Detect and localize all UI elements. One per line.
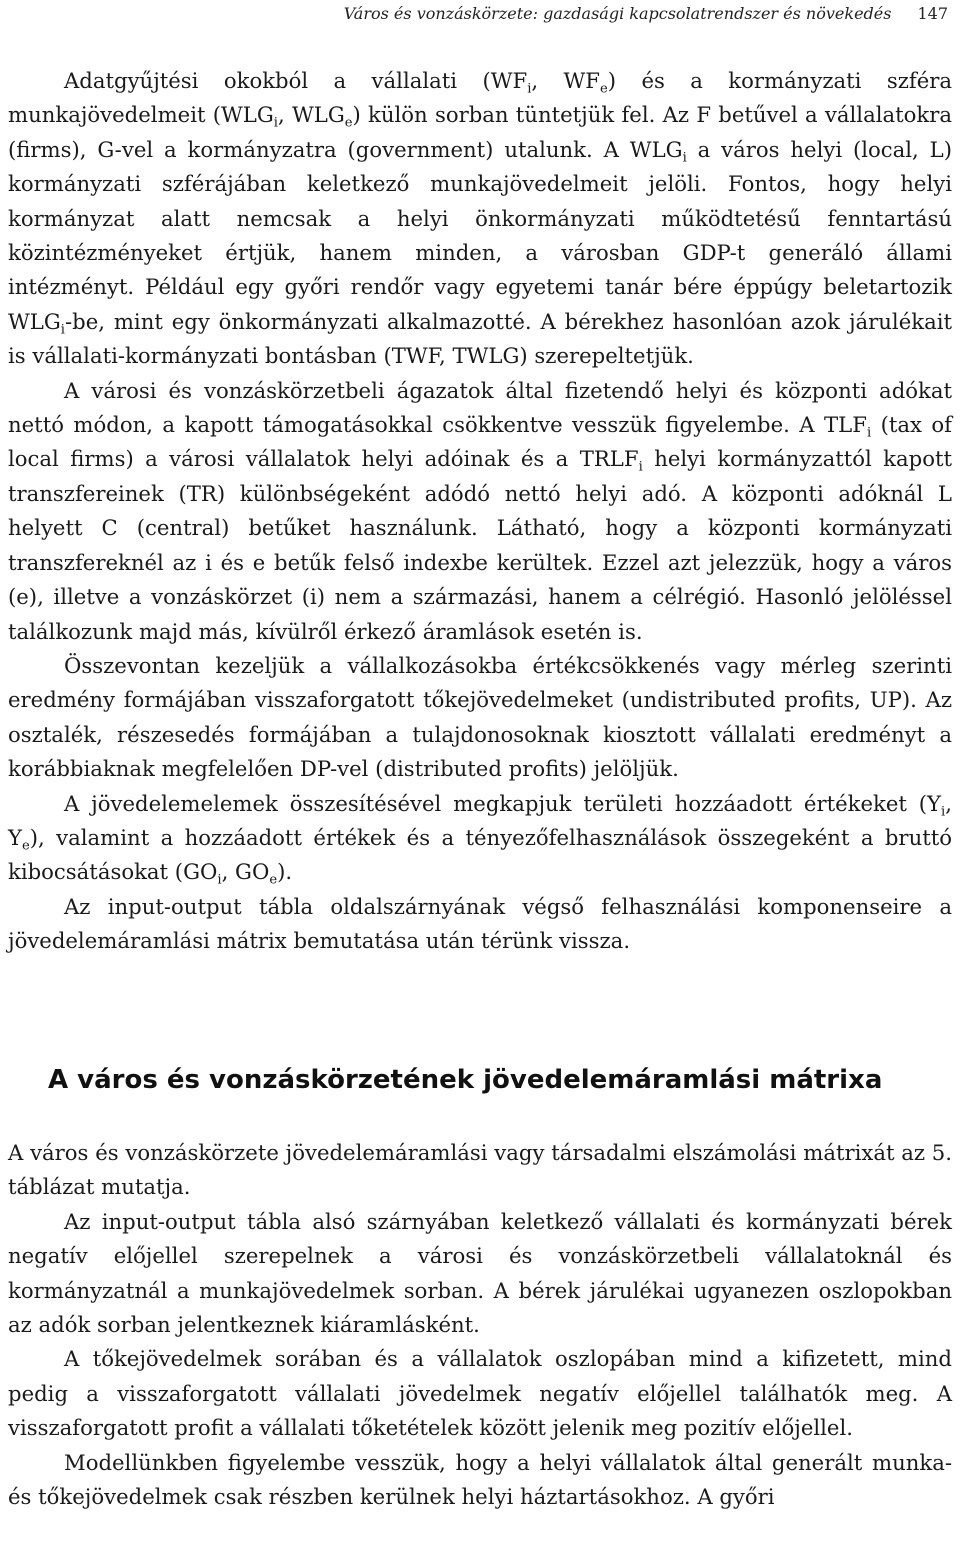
paragraph: [8, 1205, 952, 1343]
paragraph-text: (tax of local firms) a városi vállalatok helyi adóinak és a TRLF: [8, 412, 952, 472]
subscript: e: [344, 116, 353, 131]
paragraph-text: , GO: [221, 859, 270, 885]
paragraph: [8, 64, 952, 374]
paragraph: [8, 1342, 952, 1445]
running-header: [12, 4, 948, 23]
paragraph: [8, 787, 952, 890]
paragraph-text: A város és vonzáskörzete jövedelemáramlási vagy társadalmi elszámolási mátrixát az 5. táblázat mutatja.: [8, 1140, 952, 1200]
paragraph-text: helyi kormányzattól kapott transzfereinek (TR) különbségeként adódó nettó helyi adó. A központi adóknál L helyett C (central) betűket használunk. Látható, hogy a központi kormányzati transzfereknél az i és e betűk felső indexbe kerültek. Ezzel azt jelezzük, hogy a város (e), illetve a vonzáskörzet (i) nem a származási, hanem a célrégió. Hasonló jelöléssel találkozunk majd más, kívülről érkező áramlások esetén is.: [8, 446, 952, 644]
paragraph-text: Adatgyűjtési okokból a vállalati (WF: [64, 68, 528, 93]
subscript: i: [527, 81, 532, 97]
section-heading: A város és vonzáskörzetének jövedelemáramlási mátrixa: [48, 1065, 883, 1095]
paragraph: [8, 649, 952, 787]
paragraph-text: ) és a kormányzati szféra munkajövedelmeit (WLG: [8, 68, 952, 128]
paragraph-text: ), valamint a hozzáadott értékek és a tényezőfelhasználások összegeként a bruttó kibocsátásokat (GO: [8, 824, 952, 885]
paragraph-text: A tőkejövedelmek sorában és a vállalatok oszlopában mind a kifizetett, mind pedig a visszaforgatott vállalati jövedelmek negatív előjellel találhatók meg. A visszaforgatott profit a vállalati tőketételek között jelenik meg pozitív előjellel.: [8, 1346, 952, 1441]
paragraph: [8, 890, 952, 959]
subscript: e: [600, 81, 608, 97]
paragraph-text: Az input-output tábla oldalszárnyának végső felhasználási komponenseire a jövedelemáramlási mátrix bemutatása után térünk vissza.: [8, 893, 952, 954]
subscript: i: [866, 425, 872, 441]
paragraph-text: a város helyi (local, L) kormányzati szférájában keletkező munkajövedelmeit jelöli. Fontos, hogy helyi kormányzat alatt nemcsak a helyi önkormányzati működtetésű fenntartású közintézményeket értjük, hanem minden, a városban GDP-t generáló állami intézményt. Például egy győri rendőr vagy egyetemi tanár bére éppúgy beletartozik WLG: [8, 136, 952, 334]
paragraph-text: Modellünkben figyelembe vesszük, hogy a helyi vállalatok által generált munka- és tőkejövedelmek csak részben kerülnek helyi háztartásokhoz. A győri: [8, 1449, 952, 1510]
paragraph-text: ) külön sorban tüntetjük fel. Az F betűvel a vállalatokra (firms), G-vel a kormányzatra (government) utalunk. A WLG: [8, 102, 952, 162]
subscript: e: [22, 838, 30, 854]
paragraph-text: , WLG: [277, 102, 345, 128]
paragraph-text: A városi és vonzáskörzetbeli ágazatok által fizetendő helyi és központi adókat nettó módon, a kapott támogatásokkal csökkentve vesszük figyelembe. A TLF: [8, 377, 952, 438]
subscript: i: [682, 150, 687, 166]
running-title: Város és vonzáskörzete: gazdasági kapcsolatrendszer és növekedés: [343, 4, 892, 23]
subscript: i: [217, 872, 222, 888]
paragraph-text: Összevontan kezeljük a vállalkozásokba értékcsökkenés vagy mérleg szerinti eredmény formájában visszaforgatott tőkejövedelmeket (undistributed profits, UP). Az osztalék, részesedés formájában a tulajdonosoknak kiosztott vállalati eredményt a korábbiaknak megfelelően DP-vel (distributed profits) jelöljük.: [8, 652, 952, 782]
paragraph-text: , Y: [8, 790, 952, 850]
subscript: i: [273, 116, 278, 131]
paragraph: [8, 1446, 952, 1515]
subscript: i: [941, 804, 946, 820]
paragraph-text: A jövedelemelemek összesítésével megkapjuk területi hozzáadott értékeket (Y: [64, 790, 942, 816]
subscript: e: [269, 872, 278, 888]
subscript: i: [60, 322, 65, 338]
subscript: i: [638, 460, 643, 476]
body-text-top: [8, 64, 952, 959]
paragraph-text: , WF: [531, 68, 600, 93]
paragraph-text: ).: [277, 859, 293, 885]
paragraph-text: -be, mint egy önkormányzati alkalmazotté. A bérekhez hasonlóan azok járulékait is vállalati-kormányzati bontásban (TWF, TWLG) szerepeltetjük.: [8, 308, 952, 369]
paragraph: [8, 1136, 952, 1205]
paragraph: [8, 374, 952, 649]
body-text-bottom: [8, 1136, 952, 1514]
paragraph-text: Az input-output tábla alsó szárnyában keletkező vállalati és kormányzati bérek negatív előjellel szerepelnek a városi és vonzáskörzetbeli vállalatoknál és kormányzatnál a munkajövedelmek sorban. A bérek járulékai ugyanezen oszlopokban az adók sorban jelentkeznek kiáramlásként.: [8, 1208, 952, 1338]
page-number: 147: [917, 4, 948, 23]
